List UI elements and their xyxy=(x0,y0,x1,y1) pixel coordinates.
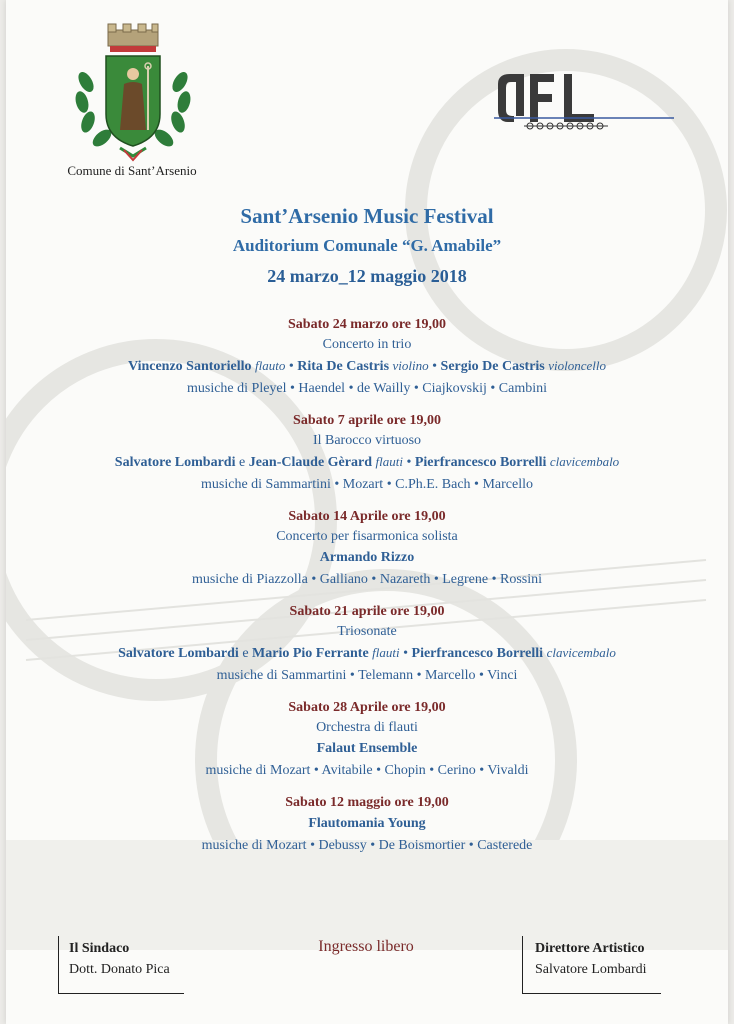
event-performers xyxy=(6,738,728,760)
festival-dates: 24 marzo_12 maggio 2018 xyxy=(267,266,467,286)
performer-name: Vincenzo Santoriello xyxy=(127,359,252,374)
event-date: Sabato 14 Aprile ore 19,00 xyxy=(288,509,446,524)
event-date: Sabato 12 maggio ore 19,00 xyxy=(285,795,449,810)
event-item xyxy=(6,792,728,857)
artistic-director-signature-box xyxy=(522,936,661,994)
event-item xyxy=(6,314,728,400)
event-date: Sabato 21 aprile ore 19,00 xyxy=(289,604,445,619)
performer-joiner: e xyxy=(242,646,249,661)
performer-instrument: clavicembalo xyxy=(546,645,616,660)
comune-label: Comune di Sant’Arsenio xyxy=(67,163,197,178)
event-title: Il Barocco virtuoso xyxy=(312,433,422,448)
performer-name: Pierfrancesco Borrelli xyxy=(414,455,547,470)
performer-name: Falaut Ensemble xyxy=(316,741,418,756)
performer-name: Flautomania Young xyxy=(308,816,426,831)
event-item xyxy=(6,506,728,591)
event-date: Sabato 7 aprile ore 19,00 xyxy=(293,413,441,428)
performer-instrument: clavicembalo xyxy=(549,454,620,469)
event-title: Concerto in trio xyxy=(322,337,412,352)
afl-logo-icon xyxy=(484,66,674,136)
event-program: musiche di Sammartini • Telemann • Marcello • Vinci xyxy=(216,668,518,683)
event-title: Orchestra di flauti xyxy=(316,720,418,735)
performer-name: Salvatore Lombardi xyxy=(118,646,239,661)
event-program: musiche di Piazzolla • Galliano • Nazareth • Legrene • Rossini xyxy=(191,572,543,587)
performer-name: Pierfrancesco Borrelli xyxy=(411,646,544,661)
performer-instrument: violoncello xyxy=(548,358,607,373)
event-program: musiche di Mozart • Debussy • De Boismortier • Casterede xyxy=(201,838,533,853)
performer-instrument: violino xyxy=(392,358,429,373)
mayor-signature-box xyxy=(58,936,184,994)
poster-page xyxy=(6,0,728,1024)
event-title: Concerto per fisarmonica solista xyxy=(276,529,458,544)
performer-name: Jean-Claude Gèrard xyxy=(248,455,372,470)
performer-joiner: e xyxy=(239,455,246,470)
performer-instrument: flauti xyxy=(372,645,400,660)
performer-name: Sergio De Castris xyxy=(440,359,545,374)
mayor-name: Dott. Donato Pica xyxy=(69,962,170,977)
event-program: musiche di Sammartini • Mozart • C.Ph.E. Bach • Marcello xyxy=(201,477,533,492)
events-list xyxy=(6,314,728,867)
performer-name: Armando Rizzo xyxy=(319,550,415,565)
festival-title: Sant’Arsenio Music Festival xyxy=(240,204,494,228)
event-item xyxy=(6,410,728,496)
performer-name: Mario Pio Ferrante xyxy=(252,646,369,661)
performer-instrument: flauti xyxy=(375,454,403,469)
director-role: Direttore Artistico xyxy=(535,941,645,956)
free-entry-note: Ingresso libero xyxy=(318,938,414,955)
event-title: Triosonate xyxy=(337,624,397,639)
event-item xyxy=(6,697,728,782)
event-performers: Salvatore Lombardi e Mario Pio Ferrante flauti • Pierfrancesco Borrelli clavicembalo xyxy=(118,645,616,661)
performer-instrument: flauto xyxy=(255,358,286,373)
event-item xyxy=(6,601,728,687)
coat-of-arms-icon xyxy=(68,22,198,162)
performer-name: Rita De Castris xyxy=(297,359,390,374)
mayor-role: Il Sindaco xyxy=(69,941,130,956)
venue-title: Auditorium Comunale “G. Amabile” xyxy=(232,236,502,255)
event-program: musiche di Mozart • Avitabile • Chopin • Cerino • Vivaldi xyxy=(205,763,529,778)
event-date: Sabato 24 marzo ore 19,00 xyxy=(288,317,446,332)
director-name: Salvatore Lombardi xyxy=(535,962,647,977)
event-performers: Salvatore Lombardi e Jean-Claude Gèrard flauti • Pierfrancesco Borrelli clavicembalo xyxy=(114,454,620,470)
event-performers xyxy=(6,813,728,835)
performer-name: Salvatore Lombardi xyxy=(114,455,236,470)
event-program: musiche di Pleyel • Haendel • de Wailly • Ciajkovskij • Cambini xyxy=(186,381,547,396)
event-performers xyxy=(6,547,728,569)
event-date: Sabato 28 Aprile ore 19,00 xyxy=(288,700,446,715)
event-performers: Vincenzo Santoriello flauto • Rita De Castris violino • Sergio De Castris violoncello xyxy=(127,358,607,374)
